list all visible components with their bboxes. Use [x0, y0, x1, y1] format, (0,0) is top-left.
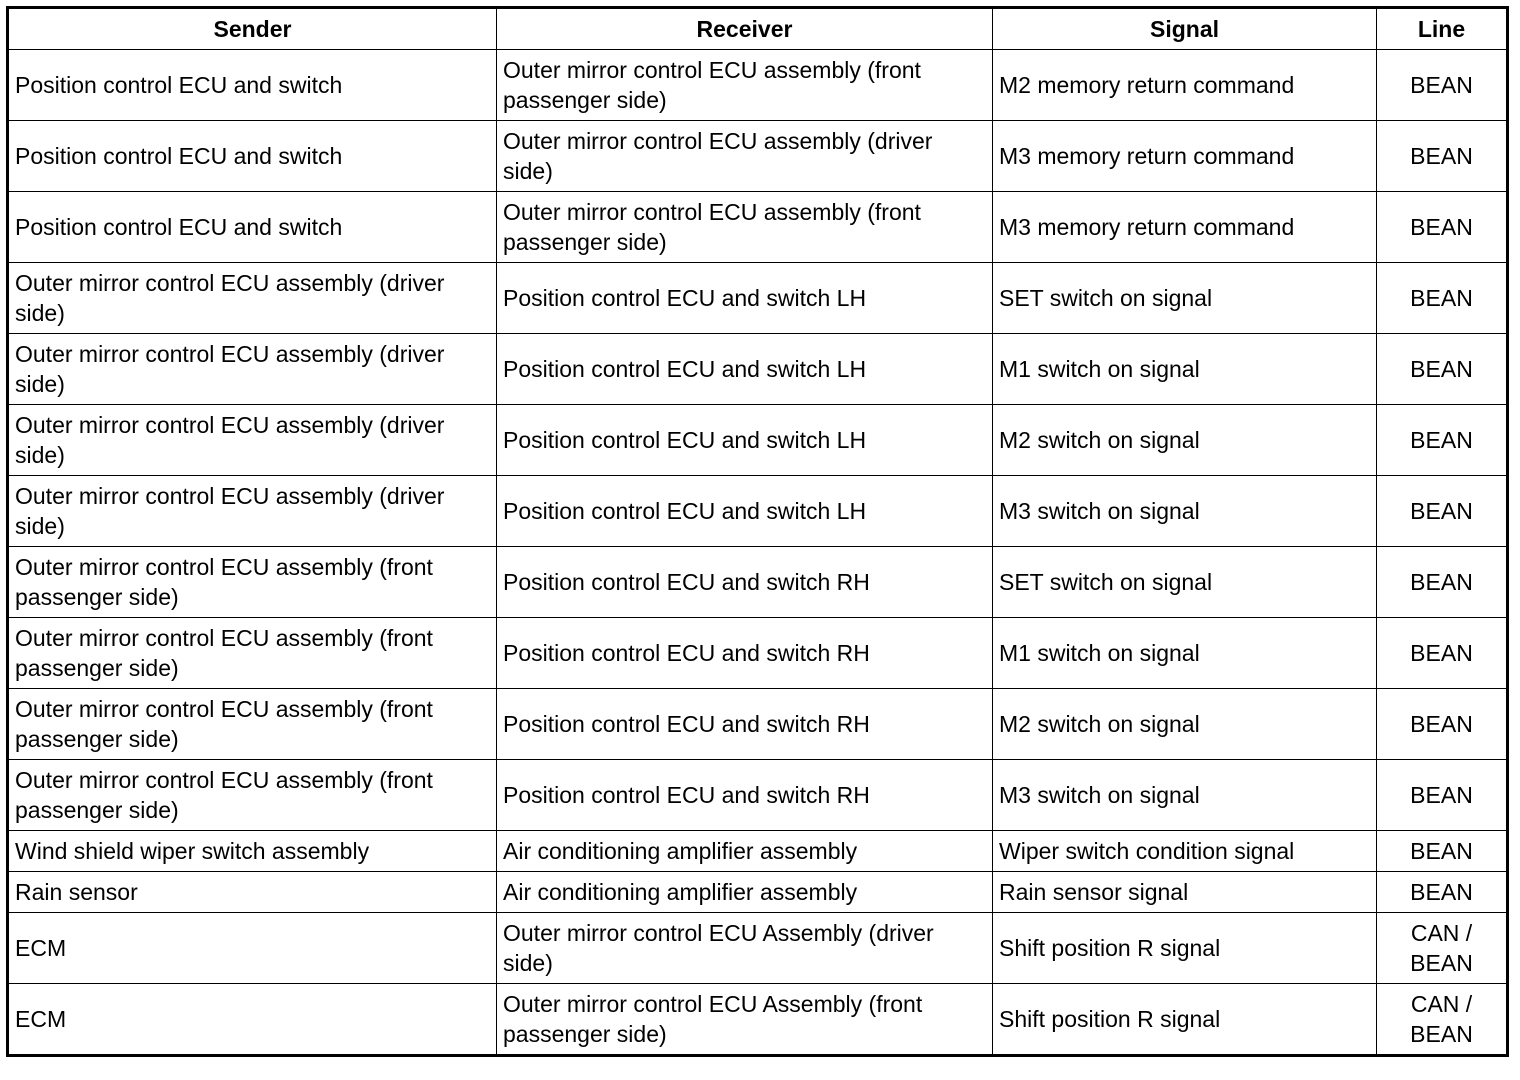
signal-cell: M1 switch on signal	[993, 618, 1377, 689]
sender-cell: Outer mirror control ECU assembly (front passenger side)	[8, 618, 497, 689]
receiver-cell: Air conditioning amplifier assembly	[497, 831, 993, 872]
signal-cell: M3 memory return command	[993, 121, 1377, 192]
line-cell: BEAN	[1377, 405, 1508, 476]
sender-cell: ECM	[8, 913, 497, 984]
sender-cell: Rain sensor	[8, 872, 497, 913]
header-sender: Sender	[8, 8, 497, 50]
table-row	[8, 405, 1508, 476]
table-row	[8, 121, 1508, 192]
signal-cell: SET switch on signal	[993, 263, 1377, 334]
table-row	[8, 689, 1508, 760]
receiver-cell: Position control ECU and switch LH	[497, 334, 993, 405]
sender-cell: Outer mirror control ECU assembly (front passenger side)	[8, 689, 497, 760]
receiver-cell: Outer mirror control ECU assembly (front passenger side)	[497, 192, 993, 263]
sender-cell: Outer mirror control ECU assembly (front passenger side)	[8, 760, 497, 831]
line-cell: BEAN	[1377, 192, 1508, 263]
signal-cell: Rain sensor signal	[993, 872, 1377, 913]
header-row	[8, 8, 1508, 50]
header-signal: Signal	[993, 8, 1377, 50]
line-cell: BEAN	[1377, 334, 1508, 405]
table-row	[8, 618, 1508, 689]
sender-cell: Position control ECU and switch	[8, 192, 497, 263]
table-row	[8, 984, 1508, 1056]
signal-cell: M3 memory return command	[993, 192, 1377, 263]
receiver-cell: Air conditioning amplifier assembly	[497, 872, 993, 913]
table-row	[8, 334, 1508, 405]
table-row	[8, 547, 1508, 618]
sender-cell: Outer mirror control ECU assembly (driver side)	[8, 476, 497, 547]
line-cell: BEAN	[1377, 121, 1508, 192]
sender-cell: Wind shield wiper switch assembly	[8, 831, 497, 872]
sender-cell: Outer mirror control ECU assembly (driver side)	[8, 405, 497, 476]
line-cell: BEAN	[1377, 547, 1508, 618]
table-row	[8, 760, 1508, 831]
signal-cell: M2 memory return command	[993, 50, 1377, 121]
receiver-cell: Position control ECU and switch RH	[497, 547, 993, 618]
table-row	[8, 476, 1508, 547]
signal-cell: Wiper switch condition signal	[993, 831, 1377, 872]
receiver-cell: Outer mirror control ECU assembly (front passenger side)	[497, 50, 993, 121]
header-line: Line	[1377, 8, 1508, 50]
line-cell: BEAN	[1377, 263, 1508, 334]
signal-cell: Shift position R signal	[993, 984, 1377, 1056]
signal-cell: M2 switch on signal	[993, 405, 1377, 476]
signal-cell: SET switch on signal	[993, 547, 1377, 618]
sender-cell: Outer mirror control ECU assembly (driver side)	[8, 334, 497, 405]
line-cell: BEAN	[1377, 618, 1508, 689]
line-cell: BEAN	[1377, 689, 1508, 760]
signal-cell: Shift position R signal	[993, 913, 1377, 984]
sender-cell: ECM	[8, 984, 497, 1056]
signal-cell: M1 switch on signal	[993, 334, 1377, 405]
table-row	[8, 872, 1508, 913]
signal-cell: M3 switch on signal	[993, 476, 1377, 547]
table-row	[8, 192, 1508, 263]
receiver-cell: Position control ECU and switch LH	[497, 405, 993, 476]
sender-cell: Outer mirror control ECU assembly (driver side)	[8, 263, 497, 334]
communication-table	[6, 6, 1509, 1057]
header-receiver: Receiver	[497, 8, 993, 50]
line-cell: BEAN	[1377, 831, 1508, 872]
line-cell: CAN / BEAN	[1377, 984, 1508, 1056]
line-cell: BEAN	[1377, 872, 1508, 913]
receiver-cell: Position control ECU and switch RH	[497, 689, 993, 760]
sender-cell: Position control ECU and switch	[8, 121, 497, 192]
line-cell: BEAN	[1377, 50, 1508, 121]
line-cell: CAN / BEAN	[1377, 913, 1508, 984]
table-row	[8, 50, 1508, 121]
table-row	[8, 831, 1508, 872]
table-row	[8, 913, 1508, 984]
table-row	[8, 263, 1508, 334]
receiver-cell: Outer mirror control ECU Assembly (front passenger side)	[497, 984, 993, 1056]
sender-cell: Outer mirror control ECU assembly (front passenger side)	[8, 547, 497, 618]
receiver-cell: Position control ECU and switch RH	[497, 760, 993, 831]
signal-cell: M3 switch on signal	[993, 760, 1377, 831]
receiver-cell: Position control ECU and switch LH	[497, 263, 993, 334]
receiver-cell: Position control ECU and switch RH	[497, 618, 993, 689]
signal-cell: M2 switch on signal	[993, 689, 1377, 760]
sender-cell: Position control ECU and switch	[8, 50, 497, 121]
receiver-cell: Outer mirror control ECU assembly (driver side)	[497, 121, 993, 192]
line-cell: BEAN	[1377, 760, 1508, 831]
receiver-cell: Outer mirror control ECU Assembly (driver side)	[497, 913, 993, 984]
receiver-cell: Position control ECU and switch LH	[497, 476, 993, 547]
line-cell: BEAN	[1377, 476, 1508, 547]
